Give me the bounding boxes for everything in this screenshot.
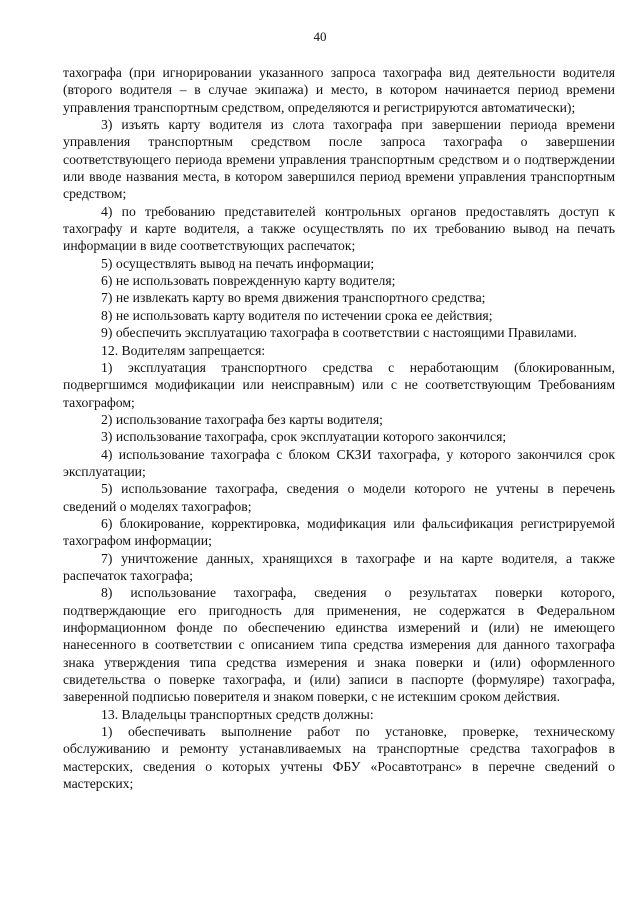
section-13-heading: 13. Владельцы транспортных средств должны: <box>101 706 374 722</box>
paragraph-item-8: 8) не использовать карту водителя по истечении срока ее действия; <box>101 307 493 323</box>
paragraph-item-6: 6) не использовать поврежденную карту водителя; <box>101 273 396 289</box>
paragraph-item-9: 9) обеспечить эксплуатацию тахографа в соответствии с настоящими Правилами. <box>101 325 577 341</box>
section-12-item-2: 2) использование тахографа без карты водителя; <box>101 411 383 427</box>
paragraph-continued: тахографа (при игнорировании указанного запроса тахографа вид деятельности водителя (второго водителя – в случае экипажа) и место, в котором начинается период времени управления транспортным средством, определяются и регистрируются автоматически); <box>63 65 615 115</box>
paragraph-item-5: 5) осуществлять вывод на печать информации; <box>101 255 375 271</box>
section-12-item-1: 1) эксплуатация транспортного средства с неработающим (блокированным, подвергшимся модификации или неисправным) или с не соответствующим Требованиям тахографом; <box>63 359 615 410</box>
paragraph-item-7: 7) не извлекать карту во время движения транспортного средства; <box>101 290 486 306</box>
paragraph-item-3: 3) изъять карту водителя из слота тахографа при завершении периода времени управления транспортным средством после запроса тахографа о завершении соответствующего периода времени управления транспортным средством и о подтверждении или вводе названия места, в котором завершился период времени управления транспортным средством; <box>63 117 615 202</box>
section-12-heading: 12. Водителям запрещается: <box>101 342 266 358</box>
document-body <box>63 64 615 792</box>
section-12-item-5: 5) использование тахографа, сведения о модели которого не учтены в перечень сведений о моделях тахографов; <box>63 481 615 514</box>
section-12-item-7: 7) уничтожение данных, хранящихся в тахографе и на карте водителя, а также распечаток тахографа; <box>63 550 615 583</box>
page-number: 40 <box>313 29 327 44</box>
section-12-item-8: 8) использование тахографа, сведения о результатах поверки которого, подтверждающие его пригодность для применения, не содержатся в Федеральном информационном фонде по обеспечению единства измерений и (или) не имеющего нанесенного в соответствии с описанием типа средства измерения для данного тахографа знака утверждения типа средства измерения и знака поверки и (или) оформленного свидетельства о поверке тахографа, и (или) записи в паспорте (формуляре) тахографа, заверенной подписью поверителя и знаком поверки, с не истекшим сроком действия. <box>63 585 615 705</box>
paragraph-item-4: 4) по требованию представителей контрольных органов предоставлять доступ к тахографу и карте водителя, а также осуществлять по их требованию вывод на печать информации в виде соответствующих распечаток; <box>63 203 615 254</box>
section-12-item-4: 4) использование тахографа с блоком СКЗИ тахографа, у которого закончился срок эксплуатации; <box>63 446 615 479</box>
section-13-item-1: 1) обеспечивать выполнение работ по установке, проверке, техническому обслуживанию и ремонту устанавливаемых на транспортные средства тахографов в мастерских, сведения о которых учтены ФБУ «Росавтотранс» в перечне сведений о мастерских; <box>63 724 615 792</box>
section-12-item-6: 6) блокирование, корректировка, модификация или фальсификация регистрируемой тахографом информации; <box>63 515 615 549</box>
section-12-item-3: 3) использование тахографа, срок эксплуатации которого закончился; <box>101 429 507 445</box>
